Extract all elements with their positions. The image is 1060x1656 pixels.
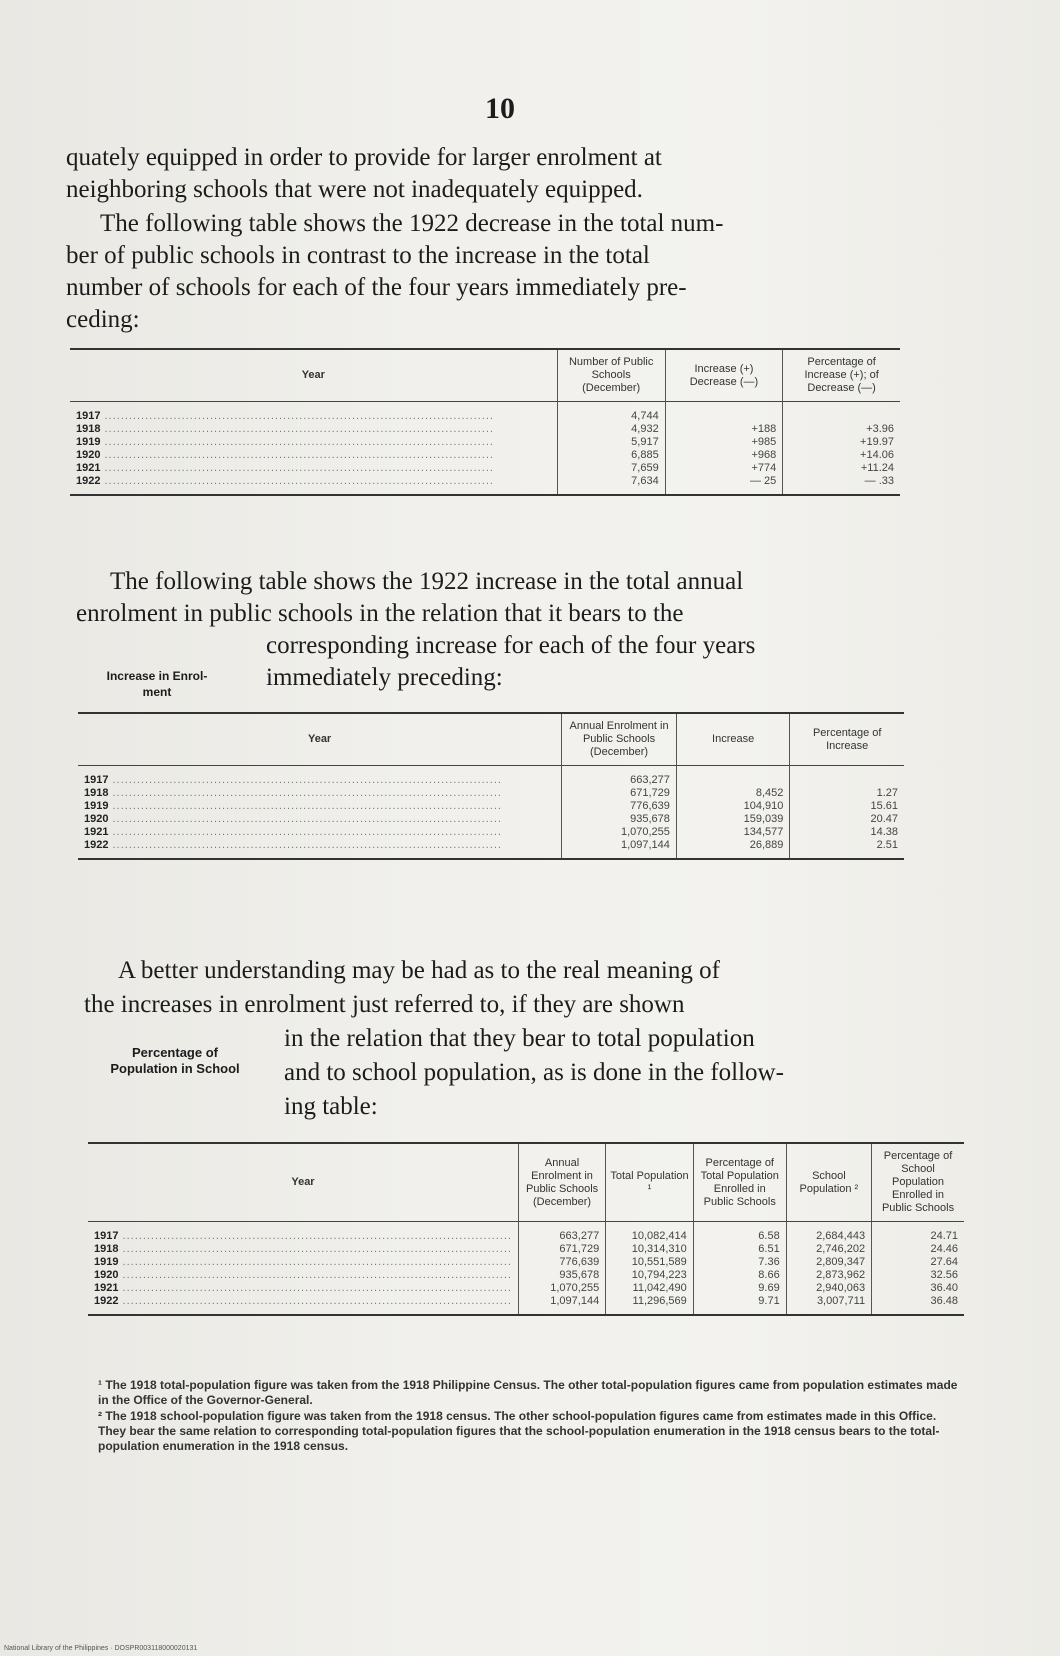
footnotes xyxy=(88,1378,960,1455)
value-cell: 36.40 xyxy=(872,1282,964,1295)
text-line: ceding: xyxy=(66,306,140,333)
value-cell: +3.96 xyxy=(783,423,900,436)
value-cell: 134,577 xyxy=(676,826,790,839)
value-cell: 11,042,490 xyxy=(606,1282,694,1295)
text-line: in the relation that they bear to total population xyxy=(284,1025,755,1052)
population-percentage-table xyxy=(88,1142,964,1316)
text-line: number of schools for each of the four years immediately pre- xyxy=(66,274,687,301)
value-cell: +19.97 xyxy=(783,436,900,449)
table-row xyxy=(88,1269,964,1282)
text-line: the increases in enrolment just referred to, if they are shown xyxy=(84,991,685,1018)
value-cell: 776,639 xyxy=(562,800,677,813)
table-row xyxy=(88,1282,964,1295)
table-row xyxy=(88,1256,964,1269)
year-cell: 1920 ..... xyxy=(78,813,562,826)
value-cell: 10,551,589 xyxy=(606,1256,694,1269)
value-cell: 8.66 xyxy=(693,1269,786,1282)
value-cell: 10,082,414 xyxy=(606,1222,694,1244)
column-header: Annual Enrolment in Public Schools (December) xyxy=(562,713,677,766)
value-cell: 7.36 xyxy=(693,1256,786,1269)
value-cell: 5,917 xyxy=(557,436,665,449)
margin-note-enrolment: Increase in Enrol- ment xyxy=(106,669,208,699)
year-cell: 1917 ..... xyxy=(70,402,557,424)
value-cell: 663,277 xyxy=(562,766,677,788)
value-cell: 2,809,347 xyxy=(786,1256,871,1269)
year-cell: 1918 ..... xyxy=(78,787,562,800)
year-cell: 1922 ..... xyxy=(78,839,562,859)
year-cell: 1920 ..... xyxy=(88,1269,518,1282)
value-cell: 11,296,569 xyxy=(606,1295,694,1315)
year-cell: 1917 ..... xyxy=(88,1222,518,1244)
value-cell: 1,097,144 xyxy=(562,839,677,859)
value-cell: 2,746,202 xyxy=(786,1243,871,1256)
text-line: and to school population, as is done in the follow- xyxy=(284,1059,784,1086)
value-cell: 14.38 xyxy=(790,826,904,839)
year-cell: 1919 ..... xyxy=(78,800,562,813)
value-cell xyxy=(665,402,783,424)
column-header: School Population ² xyxy=(786,1143,871,1222)
value-cell: 32.56 xyxy=(872,1269,964,1282)
text-line: A better understanding may be had as to the real meaning of xyxy=(118,957,720,984)
value-cell: +968 xyxy=(665,449,783,462)
value-cell: 24.71 xyxy=(872,1222,964,1244)
text-line: corresponding increase for each of the four years xyxy=(266,632,756,659)
paragraph-continuation xyxy=(66,142,886,206)
value-cell: 1,070,255 xyxy=(518,1282,605,1295)
value-cell: 2,684,443 xyxy=(786,1222,871,1244)
table-row xyxy=(88,1295,964,1315)
year-cell: 1921 ..... xyxy=(88,1282,518,1295)
column-header: Total Population ¹ xyxy=(606,1143,694,1222)
value-cell: 663,277 xyxy=(518,1222,605,1244)
value-cell: 7,634 xyxy=(557,475,665,495)
column-header: Year xyxy=(70,349,557,402)
public-schools-table xyxy=(70,348,900,496)
year-cell: 1917 ..... xyxy=(78,766,562,788)
value-cell: 4,932 xyxy=(557,423,665,436)
value-cell: 1,070,255 xyxy=(562,826,677,839)
table-row xyxy=(88,1222,964,1244)
value-cell: 7,659 xyxy=(557,462,665,475)
value-cell: 24.46 xyxy=(872,1243,964,1256)
value-cell: 10,314,310 xyxy=(606,1243,694,1256)
table-row xyxy=(70,423,900,436)
value-cell: 26,889 xyxy=(676,839,790,859)
value-cell: 8,452 xyxy=(676,787,790,800)
footnote-1: ¹ The 1918 total-population figure was taken from the 1918 Philippine Census. The other total-population figures came from population estimates made in the Office of the Governor-General. xyxy=(98,1378,958,1407)
value-cell: 104,910 xyxy=(676,800,790,813)
year-cell: 1919 ..... xyxy=(88,1256,518,1269)
value-cell: +985 xyxy=(665,436,783,449)
table-header-row xyxy=(88,1143,964,1222)
value-cell xyxy=(790,766,904,788)
value-cell: 1,097,144 xyxy=(518,1295,605,1315)
text-line: ber of public schools in contrast to the increase in the total xyxy=(66,242,650,269)
value-cell: 1.27 xyxy=(790,787,904,800)
year-cell: 1922 ..... xyxy=(88,1295,518,1315)
text-line: neighboring schools that were not inadequately equipped. xyxy=(66,176,643,203)
value-cell: 20.47 xyxy=(790,813,904,826)
value-cell: +14.06 xyxy=(783,449,900,462)
text-line: The following table shows the 1922 decrease in the total num- xyxy=(100,210,724,237)
table-row xyxy=(78,826,904,839)
paragraph-population-intro xyxy=(84,954,960,1124)
table-header-row xyxy=(70,349,900,402)
text-line: ing table: xyxy=(284,1093,378,1120)
value-cell: 10,794,223 xyxy=(606,1269,694,1282)
column-header: Percentage of Increase xyxy=(790,713,904,766)
text-line: The following table shows the 1922 increase in the total annual xyxy=(110,568,744,595)
text-line: enrolment in public schools in the relation that it bears to the xyxy=(76,600,684,627)
table-header-row xyxy=(78,713,904,766)
value-cell: — .33 xyxy=(783,475,900,495)
year-cell: 1920 ..... xyxy=(70,449,557,462)
value-cell: 6.58 xyxy=(693,1222,786,1244)
table-row xyxy=(78,787,904,800)
column-header: Annual Enrolment in Public Schools (December) xyxy=(518,1143,605,1222)
value-cell: 4,744 xyxy=(557,402,665,424)
value-cell: 2.51 xyxy=(790,839,904,859)
value-cell: 671,729 xyxy=(518,1243,605,1256)
value-cell: 9.69 xyxy=(693,1282,786,1295)
year-cell: 1921 ..... xyxy=(70,462,557,475)
table-row xyxy=(78,766,904,788)
year-cell: 1918 ..... xyxy=(88,1243,518,1256)
value-cell: +188 xyxy=(665,423,783,436)
value-cell xyxy=(676,766,790,788)
text-line: immediately preceding: xyxy=(266,664,503,691)
value-cell: 3,007,711 xyxy=(786,1295,871,1315)
column-header: Percentage of Increase (+); of Decrease (—) xyxy=(783,349,900,402)
year-cell: 1921 ..... xyxy=(78,826,562,839)
text-line: quately equipped in order to provide for larger enrolment at xyxy=(66,144,662,171)
value-cell: 6.51 xyxy=(693,1243,786,1256)
table-row xyxy=(78,839,904,859)
column-header: Increase (+) Decrease (—) xyxy=(665,349,783,402)
value-cell: 36.48 xyxy=(872,1295,964,1315)
column-header: Year xyxy=(88,1143,518,1222)
column-header: Percentage of Total Population Enrolled in Public Schools xyxy=(693,1143,786,1222)
table-row xyxy=(70,436,900,449)
column-header: Year xyxy=(78,713,562,766)
scan-credit: National Library of the Philippines · DOSPR003118000020131 xyxy=(4,1645,198,1652)
table-row xyxy=(70,475,900,495)
table-row xyxy=(70,462,900,475)
footnote-2: ² The 1918 school-population figure was taken from the 1918 census. The other school-population figures came from estimates made in this Office. They bear the same relation to corresponding total-population figures that the school-population enumeration in the 1918 census bears to the total-population enumeration in the 1918 census. xyxy=(98,1409,940,1453)
value-cell: 15.61 xyxy=(790,800,904,813)
value-cell: +11.24 xyxy=(783,462,900,475)
column-header: Number of Public Schools (December) xyxy=(557,349,665,402)
value-cell xyxy=(783,402,900,424)
year-cell: 1922 ..... xyxy=(70,475,557,495)
table-row xyxy=(78,800,904,813)
value-cell: — 25 xyxy=(665,475,783,495)
paragraph-schools-intro xyxy=(66,208,888,336)
value-cell: 27.64 xyxy=(872,1256,964,1269)
value-cell: +774 xyxy=(665,462,783,475)
value-cell: 2,873,962 xyxy=(786,1269,871,1282)
value-cell: 776,639 xyxy=(518,1256,605,1269)
value-cell: 9.71 xyxy=(693,1295,786,1315)
value-cell: 159,039 xyxy=(676,813,790,826)
year-cell: 1919 ..... xyxy=(70,436,557,449)
enrolment-increase-table xyxy=(78,712,904,860)
value-cell: 2,940,063 xyxy=(786,1282,871,1295)
column-header: Percentage of School Population Enrolled in Public Schools xyxy=(872,1143,964,1222)
margin-note-population: Percentage of Population in School xyxy=(110,1045,240,1076)
table-row xyxy=(88,1243,964,1256)
page-number: 10 xyxy=(485,92,515,125)
table-row xyxy=(70,449,900,462)
value-cell: 671,729 xyxy=(562,787,677,800)
year-cell: 1918 ..... xyxy=(70,423,557,436)
value-cell: 6,885 xyxy=(557,449,665,462)
table-row xyxy=(70,402,900,424)
column-header: Increase xyxy=(676,713,790,766)
table-row xyxy=(78,813,904,826)
value-cell: 935,678 xyxy=(518,1269,605,1282)
value-cell: 935,678 xyxy=(562,813,677,826)
